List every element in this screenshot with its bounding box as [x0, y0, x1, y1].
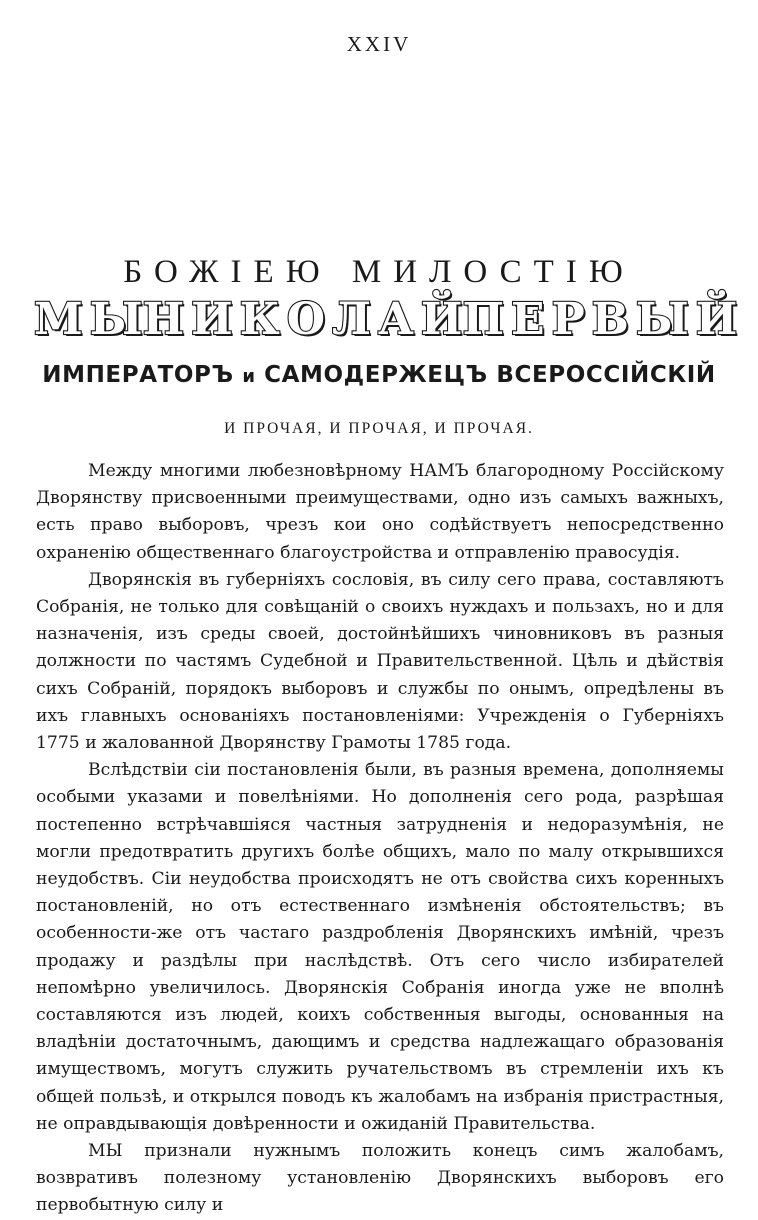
ornate-letter: В: [591, 294, 629, 345]
ornate-word-nikolai: [142, 294, 463, 345]
paragraph: Между многими любезновѣрному НАМЪ благородному Россійскому Дворянству присвоенными преимуществами, одно изъ самыхъ важныхъ, есть право выборовъ, чрезъ кои оно содѣйствуетъ непосредственно охраненію общественнаго благоустройства и отправленію правосудія.: [36, 461, 724, 563]
title-line-1: БОЖІЕЮ МИЛОСТІЮ: [123, 254, 635, 290]
ornate-letter: Л: [332, 294, 372, 345]
ornate-letter: О: [286, 294, 326, 345]
title-line-2: [34, 294, 738, 345]
ornate-word-my: [34, 294, 143, 345]
page-number: XXIV: [346, 32, 412, 56]
ornate-letter: И: [191, 294, 233, 345]
paragraph: Вслѣдствіи сіи постановленія были, въ разныя времена, дополняемы особыми указами и повелѣніями. Но дополненія сего рода, разрѣшая постепенно встрѣчавшіяся частныя затрудненія и недоразумѣнія, не могли предотвратить другихъ болѣе общихъ, мало по малу открывшихся неудобствъ. Сіи неудобства происходятъ не отъ свойства сихъ коренныхъ постановленій, но отъ естественнаго измѣненія обстоятельствъ; въ особенности-же отъ частаго раздробленія Дворянскихъ имѣній, чрезъ продажу и раздѣлы при наслѣдствѣ. Отъ сего число избирателей непомѣрно увеличилось. Дворянскія Собранія иногда уже не вполнѣ составляются изъ людей, коихъ собственныя выгоды, основанныя на владѣніи достаточнымъ, дающимъ и средства надлежащаго образованія имуществомъ, могутъ служить ручательствомъ въ стремленіи ихъ къ общей пользѣ, и открылся поводъ къ жалобамъ на избранія пристрастныя, не оправдывающія довѣренности и ожиданій Правительства.: [36, 760, 724, 1134]
ornate-letter: Ы: [635, 294, 689, 345]
ornate-letter: К: [239, 294, 280, 345]
title-emperor: ИМПЕРАТОРЪ: [42, 362, 234, 388]
ornate-letter: Й: [420, 294, 463, 345]
ornate-letter: Е: [511, 294, 545, 345]
ornate-letter: Й: [695, 294, 738, 345]
ornate-letter: П: [462, 294, 505, 345]
paragraph: Дворянскія въ губерніяхъ сословія, въ силу сего права, составляютъ Собранія, не только для совѣщаній о своихъ нуждахъ и пользахъ, но и для назначенія, изъ среды своей, достойнѣйшихъ чиновниковъ въ разныя должности по частямъ Судебной и Правительственной. Цѣль и дѣйствія сихъ Собраній, порядокъ выборовъ и службы по онымъ, опредѣлены въ ихъ главныхъ основаніяхъ постановленіями: Учрежденія о Губерніяхъ 1775 и жалованной Дворянству Грамоты 1785 года.: [36, 569, 724, 754]
body-text: [36, 458, 724, 1220]
ornate-letter: М: [34, 294, 83, 345]
title-line-3: [0, 362, 758, 388]
ornate-letter: Р: [551, 294, 585, 345]
title-autocrat: САМОДЕРЖЕЦЪ ВСЕРОССІЙСКІЙ: [264, 362, 716, 388]
title-conjunction: и: [242, 366, 256, 387]
ornate-letter: Н: [142, 294, 185, 345]
paragraph: МЫ признали нужнымъ положить конецъ симъ жалобамъ, возвративъ полезному установленію Дворянскихъ выборовъ его первобытную силу и: [36, 1141, 724, 1216]
ornate-word-pervyi: [462, 294, 738, 345]
title-line-4: И ПРОЧАЯ, И ПРОЧАЯ, И ПРОЧАЯ.: [224, 420, 534, 437]
ornate-letter: А: [378, 294, 414, 345]
ornate-letter: Ы: [89, 294, 143, 345]
